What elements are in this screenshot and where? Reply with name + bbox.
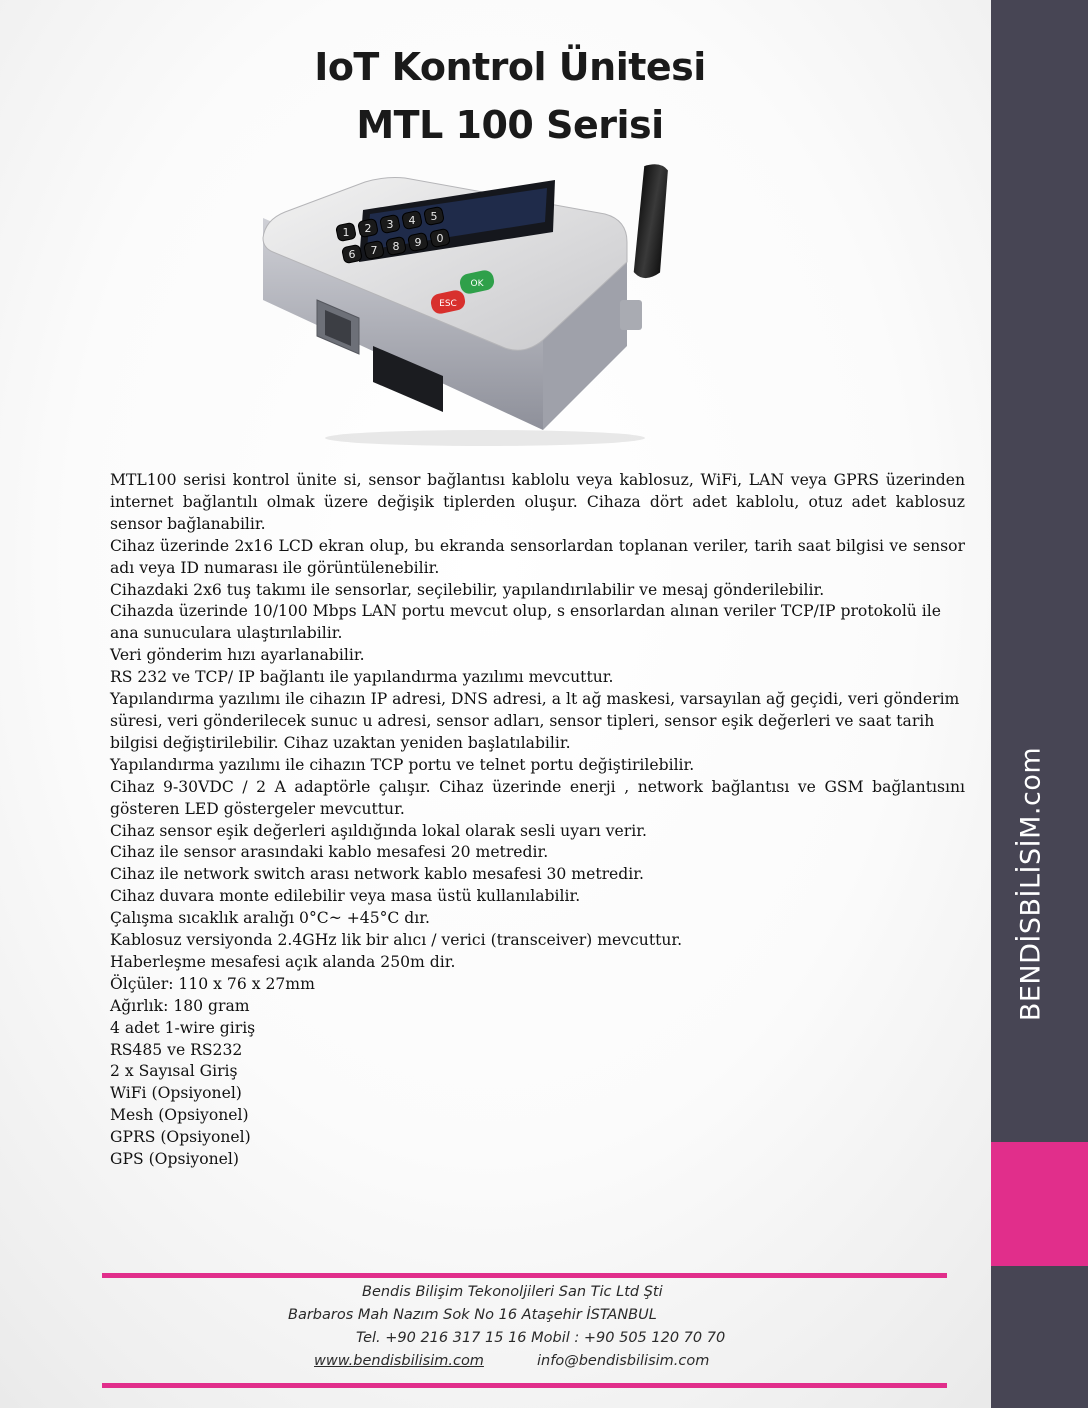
key-8: 8: [392, 240, 400, 253]
page-title-line1: IoT Kontrol Ünitesi: [314, 45, 706, 89]
esc-button-label: ESC: [439, 299, 457, 309]
body-line: bilgisi değiştirilebilir. Cihaz uzaktan yeniden başlatılabilir.: [110, 733, 571, 752]
body-line: RS485 ve RS232: [110, 1040, 243, 1059]
footer-website-wrap: [314, 1353, 484, 1369]
footer-address: Barbaros Mah Nazım Sok No 16 Ataşehir İSTANBUL: [288, 1307, 657, 1323]
key-9: 9: [414, 236, 422, 249]
key-1: 1: [342, 226, 350, 239]
footer-company: Bendis Bilişim Tekonoljileri San Tic Ltd Şti: [362, 1284, 663, 1300]
device-photo: [255, 150, 695, 450]
body-line: WiFi (Opsiyonel): [110, 1084, 242, 1103]
key-7: 7: [370, 244, 378, 257]
body-line: Yapılandırma yazılımı ile cihazın IP adresi, DNS adresi, a lt ağ maskesi, varsayılan ağ geçidi, veri gönderim: [110, 690, 960, 709]
key-6: 6: [348, 248, 356, 261]
body-line: Çalışma sıcaklık aralığı 0°C~ +45°C dır.: [110, 909, 430, 928]
body-line: Cihazda üzerinde 10/100 Mbps LAN portu mevcut olup, s ensorlardan alınan veriler TCP/IP protokolü ile: [110, 602, 942, 621]
footer-email[interactable]: info@bendisbilisim.com: [537, 1353, 710, 1369]
key-2: 2: [364, 222, 372, 235]
body-line: Cihaz 9-30VDC / 2 A adaptörle çalışır. Cihaz üzerinde enerji , network bağlantısı ve GSM bağlantısını: [110, 777, 965, 796]
body-line: internet bağlantılı olmak üzere değişik tiplerden oluşur. Cihaza dört adet kablolu, otuz adet kablosuz: [110, 492, 965, 511]
body-line: GPRS (Opsiyonel): [110, 1128, 251, 1147]
sidebar-brand-text: BENDİSBİLİSİM.com: [1015, 746, 1047, 1022]
key-4: 4: [408, 214, 416, 227]
body-line: Cihaz duvara monte edilebilir veya masa üstü kullanılabilir.: [110, 887, 581, 906]
body-line: 2 x Sayısal Giriş: [110, 1062, 238, 1081]
body-line: Veri gönderim hızı ayarlanabilir.: [110, 646, 365, 665]
description-body: [110, 470, 965, 1171]
body-line: ana sunuculara ulaştırılabilir.: [110, 624, 343, 643]
body-line: süresi, veri gönderilecek sunuc u adresi, sensor adları, sensor tipleri, sensor eşik değerleri ve saat tarih: [110, 711, 935, 730]
body-line: Cihaz ile sensor arasındaki kablo mesafesi 20 metredir.: [110, 843, 549, 862]
key-3: 3: [386, 218, 394, 231]
footer-top-rule: [102, 1273, 947, 1278]
key-0: 0: [436, 232, 444, 245]
body-line: RS 232 ve TCP/ IP bağlantı ile yapılandırma yazılımı mevcuttur.: [110, 668, 614, 687]
body-line: GPS (Opsiyonel): [110, 1150, 239, 1169]
body-line: MTL100 serisi kontrol ünite si, sensor bağlantısı kablolu veya kablosuz, WiFi, LAN veya GPRS üzerinden: [110, 471, 965, 489]
body-line: Kablosuz versiyonda 2.4GHz lik bir alıcı / verici (transceiver) mevcuttur.: [110, 931, 683, 950]
footer-phones: Tel. +90 216 317 15 16 Mobil : +90 505 120 70 70: [356, 1330, 726, 1346]
body-line: Ağırlık: 180 gram: [110, 996, 250, 1015]
body-line: adı veya ID numarası ile görüntülenebilir.: [110, 558, 440, 577]
body-line: sensor bağlanabilir.: [110, 514, 266, 533]
sidebar-accent-block: [991, 1142, 1088, 1266]
footer-bottom-rule: [102, 1383, 947, 1388]
body-line: Cihaz ile network switch arası network kablo mesafesi 30 metredir.: [110, 865, 644, 884]
footer-website-link[interactable]: www.bendisbilisim.com: [314, 1353, 484, 1369]
body-line: 4 adet 1-wire giriş: [110, 1018, 256, 1037]
ok-button-label: OK: [470, 279, 484, 289]
page-title-line2: MTL 100 Serisi: [356, 103, 664, 147]
body-line: Ölçüler: 110 x 76 x 27mm: [110, 974, 315, 993]
body-line: Cihazdaki 2x6 tuş takımı ile sensorlar, seçilebilir, yapılandırılabilir ve mesaj gönderilebilir.: [110, 580, 825, 599]
body-line: Haberleşme mesafesi açık alanda 250m dir.: [110, 952, 456, 971]
body-line: gösteren LED göstergeler mevcuttur.: [110, 799, 405, 818]
body-line: Cihaz üzerinde 2x16 LCD ekran olup, bu ekranda sensorlardan toplanan veriler, tarih saat bilgisi ve sensor: [110, 536, 965, 555]
key-5: 5: [430, 210, 438, 223]
body-line: Yapılandırma yazılımı ile cihazın TCP portu ve telnet portu değiştirilebilir.: [110, 755, 695, 774]
body-line: Mesh (Opsiyonel): [110, 1106, 249, 1125]
body-line: Cihaz sensor eşik değerleri aşıldığında lokal olarak sesli uyarı verir.: [110, 821, 647, 840]
